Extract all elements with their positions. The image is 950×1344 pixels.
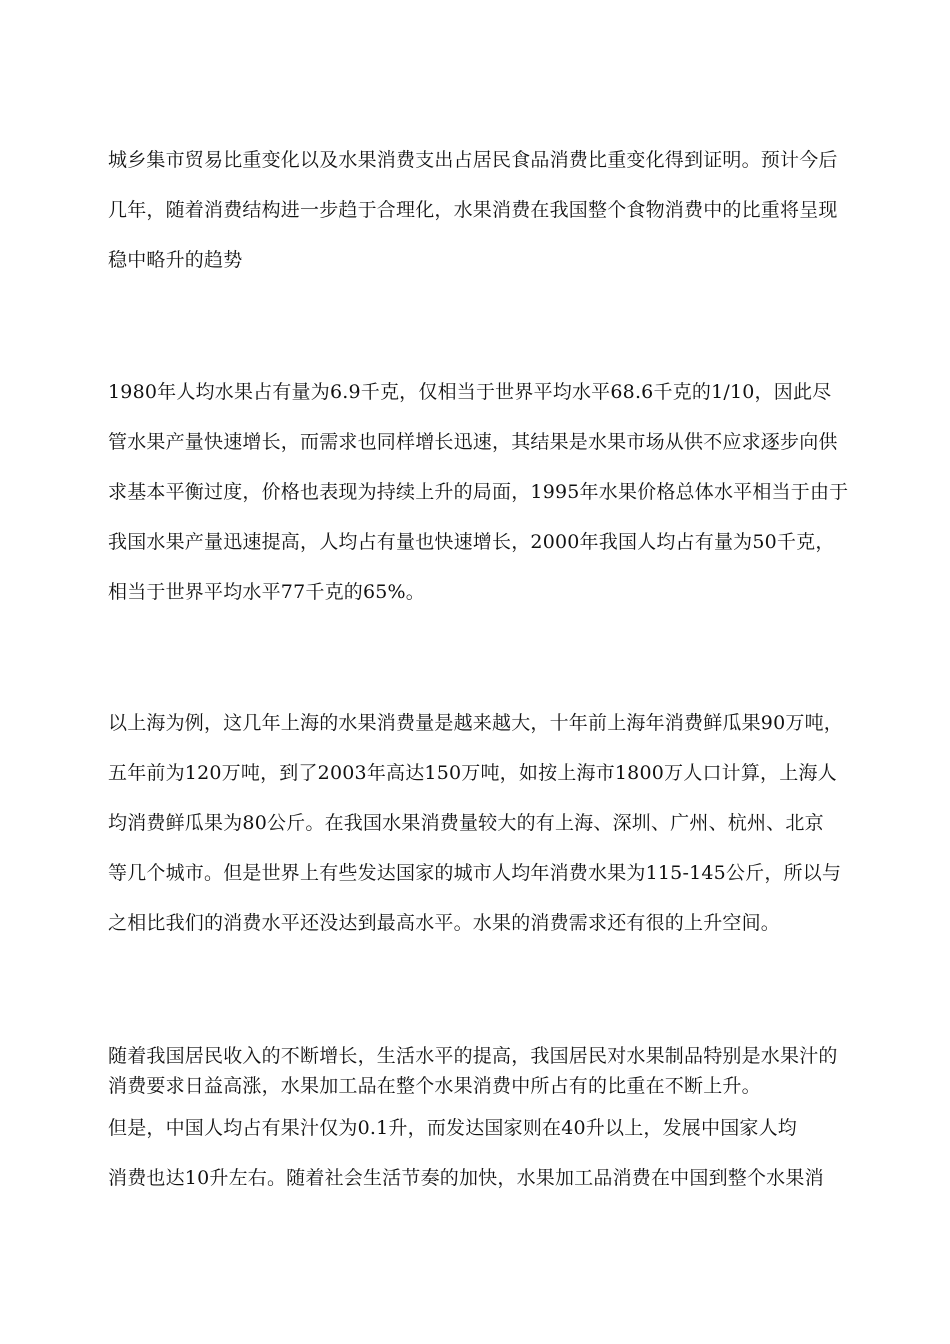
text-line: 五年前为120万吨，到了2003年高达150万吨，如按上海市1800万人口计算，上海人 xyxy=(108,762,837,784)
text-line: 管水果产量快速增长，而需求也同样增长迅速，其结果是水果市场从供不应求逐步向供 xyxy=(108,431,838,453)
text-line: 稳中略升的趋势 xyxy=(108,249,243,271)
text-line: 随着我国居民收入的不断增长，生活水平的提高，我国居民对水果制品特别是水果汁的 xyxy=(108,1045,838,1067)
text-line: 以上海为例，这几年上海的水果消费量是越来越大，十年前上海年消费鲜瓜果90万吨， xyxy=(108,712,843,734)
text-line: 城乡集市贸易比重变化以及水果消费支出占居民食品消费比重变化得到证明。预计今后 xyxy=(108,149,838,171)
text-line: 消费也达10升左右。随着社会生活节奏的加快，水果加工品消费在中国到整个水果消 xyxy=(108,1167,824,1189)
text-line: 1980年人均水果占有量为6.9千克，仅相当于世界平均水平68.6千克的1/10，因此尽 xyxy=(108,381,832,403)
text-line: 相当于世界平均水平77千克的65%。 xyxy=(108,581,426,603)
text-line: 等几个城市。但是世界上有些发达国家的城市人均年消费水果为115-145公斤，所以与 xyxy=(108,862,842,884)
text-line: 消费要求日益高涨，水果加工品在整个水果消费中所占有的比重在不断上升。 xyxy=(108,1075,761,1097)
text-line: 求基本平衡过度，价格也表现为持续上升的局面，1995年水果价格总体水平相当于由于 xyxy=(108,481,849,503)
text-line: 几年，随着消费结构进一步趋于合理化，水果消费在我国整个食物消费中的比重将呈现 xyxy=(108,199,838,221)
text-line: 我国水果产量迅速提高，人均占有量也快速增长，2000年我国人均占有量为50千克， xyxy=(108,531,835,553)
text-line: 之相比我们的消费水平还没达到最高水平。水果的消费需求还有很的上升空间。 xyxy=(108,912,781,934)
text-line: 但是，中国人均占有果汁仅为0.1升，而发达国家则在40升以上，发展中国家人均 xyxy=(108,1117,797,1139)
text-line: 均消费鲜瓜果为80公斤。在我国水果消费量较大的有上海、深圳、广州、杭州、北京 xyxy=(108,812,824,834)
